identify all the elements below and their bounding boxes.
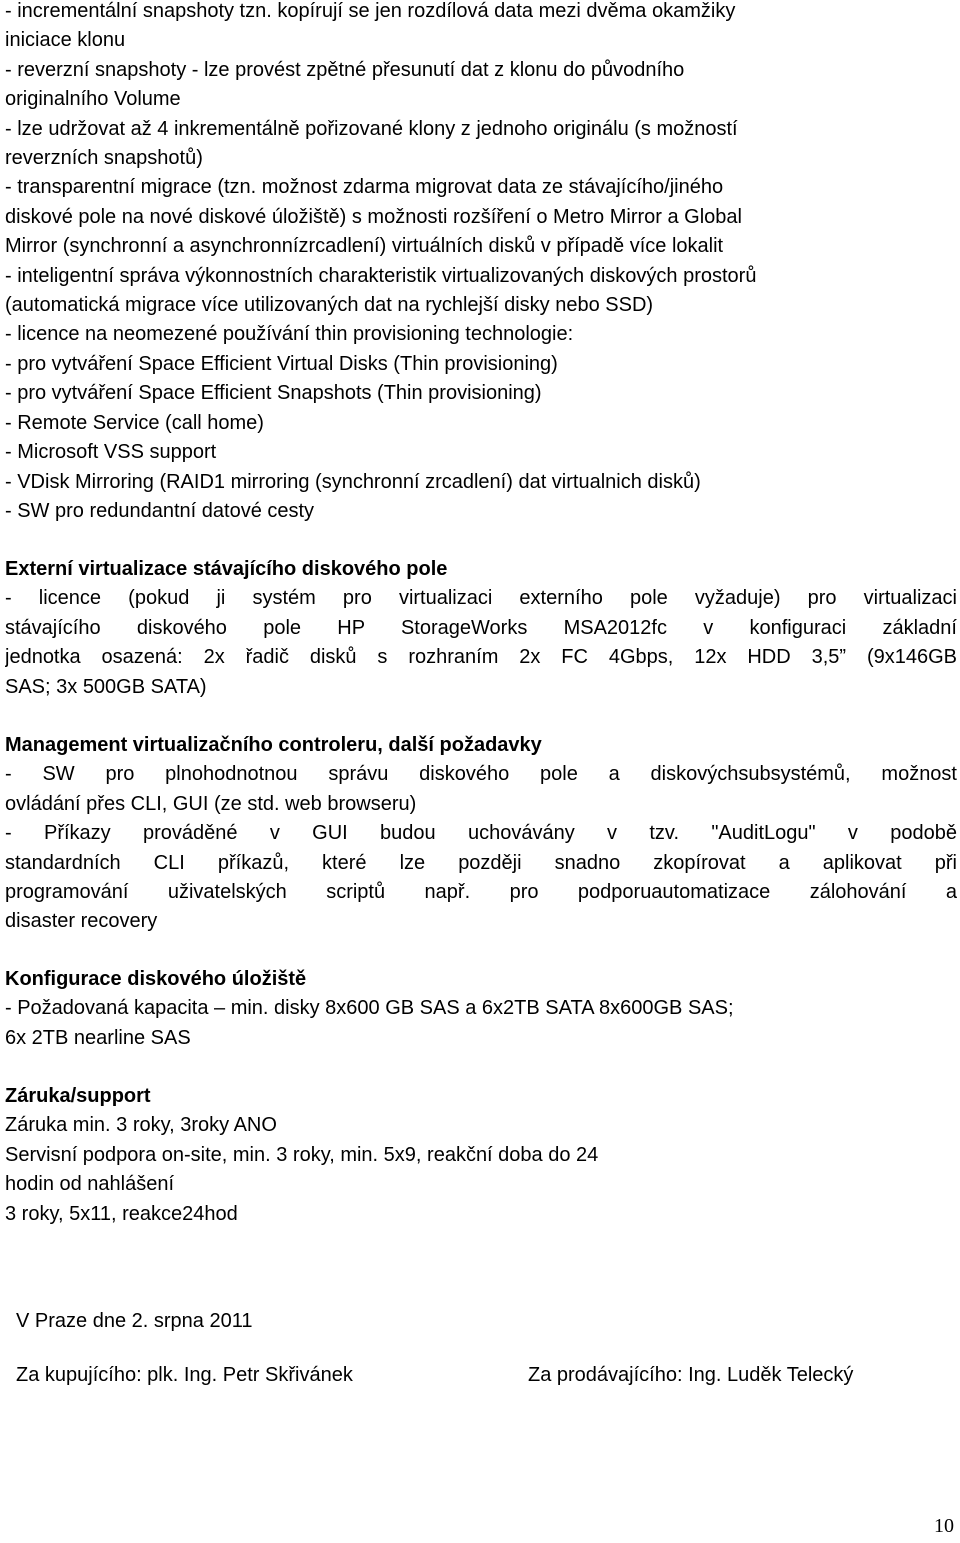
list-line: - pro vytváření Space Efficient Virtual Disks (Thin provisioning) [5, 352, 558, 375]
external-virtualization-section [5, 555, 957, 702]
list-line: - pro vytváření Space Efficient Snapshots (Thin provisioning) [5, 382, 542, 405]
list-line: - reverzní snapshoty - lze provést zpětné přesunutí dat z klonu do původního [5, 58, 685, 81]
list-line: - transparentní migrace (tzn. možnost zdarma migrovat data ze stávajícího/jiného [5, 176, 724, 199]
paragraph-line: 3 roky, 5x11, reakce24hod [5, 1202, 238, 1225]
buyer-signature-label: Za kupujícího: plk. Ing. Petr Skřivánek [16, 1364, 353, 1386]
list-line: - incrementální snapshoty tzn. kopírují se jen rozdílová data mezi dvěma okamžiky [5, 0, 736, 22]
paragraph-line: Záruka min. 3 roky, 3roky ANO [5, 1114, 277, 1137]
paragraph-line: jednotka osazená: 2x řadič disků s rozhraním 2x FC 4Gbps, 12x HDD 3,5” (9x146GB [5, 646, 957, 669]
section-heading: Záruka/support [5, 1085, 151, 1107]
paragraph-line: standardních CLI příkazů, které lze později snadno zkopírovat a aplikovat při [5, 851, 957, 874]
paragraph-line: - SW pro plnohodnotnou správu diskového pole a diskovýchsubsystémů, možnost [5, 763, 957, 786]
paragraph-line: Servisní podpora on-site, min. 3 roky, min. 5x9, reakční doba do 24 [5, 1143, 599, 1166]
paragraph-line: - Příkazy prováděné v GUI budou uchovávány v tzv. "AuditLogu" v podobě [5, 822, 957, 845]
paragraph-line: stávajícího diskového pole HP StorageWorks MSA2012fc v konfiguraci základní [5, 616, 957, 639]
list-line: - inteligentní správa výkonnostních charakteristik virtualizovaných diskových prostorů [5, 264, 757, 287]
place-date: V Praze dne 2. srpna 2011 [16, 1310, 253, 1332]
paragraph-line: hodin od nahlášení [5, 1173, 175, 1196]
list-line: - Microsoft VSS support [5, 441, 217, 464]
list-line: - licence na neomezené používání thin provisioning technologie: [5, 323, 574, 346]
warranty-support-section [5, 1082, 957, 1229]
paragraph-line: disaster recovery [5, 910, 158, 933]
section-heading: Konfigurace diskového úložiště [5, 968, 307, 990]
paragraph-line: 6x 2TB nearline SAS [5, 1026, 191, 1049]
list-line: originalního Volume [5, 88, 181, 111]
list-line: diskové pole na nové diskové úložiště) s možnosti rozšíření o Metro Mirror a Global [5, 205, 742, 228]
list-line: Mirror (synchronní a asynchronnízrcadlení) virtuálních disků v případě více lokalit [5, 235, 724, 258]
paragraph-line: - licence (pokud ji systém pro virtualizaci externího pole vyžaduje) pro virtualizaci [5, 587, 957, 610]
section-heading: Externí virtualizace stávajícího diskového pole [5, 558, 448, 580]
feature-list [5, 0, 957, 526]
list-line: - SW pro redundantní datové cesty [5, 499, 315, 522]
paragraph-line: ovládání přes CLI, GUI (ze std. web browseru) [5, 792, 417, 815]
list-line: - lze udržovat až 4 inkrementálně pořizované klony z jednoho originálu (s možností [5, 117, 738, 140]
list-line: - Remote Service (call home) [5, 411, 264, 434]
list-line: iniciace klonu [5, 29, 126, 52]
paragraph-line: - Požadovaná kapacita – min. disky 8x600 GB SAS a 6x2TB SATA 8x600GB SAS; [5, 997, 734, 1020]
list-line: reverzních snapshotů) [5, 147, 203, 170]
seller-signature-label: Za prodávajícího: Ing. Luděk Telecký [528, 1364, 854, 1386]
paragraph-line: SAS; 3x 500GB SATA) [5, 675, 207, 698]
storage-configuration-section [5, 965, 957, 1053]
page-number: 10 [934, 1515, 954, 1537]
list-line: (automatická migrace více utilizovaných dat na rychlejší disky nebo SSD) [5, 294, 654, 317]
management-section [5, 731, 957, 937]
list-line: - VDisk Mirroring (RAID1 mirroring (synchronní zrcadlení) dat virtualnich disků) [5, 470, 701, 493]
section-heading: Management virtualizačního controleru, další požadavky [5, 734, 542, 756]
paragraph-line: programování uživatelských scriptů např. pro podporuautomatizace zálohování a [5, 881, 957, 904]
